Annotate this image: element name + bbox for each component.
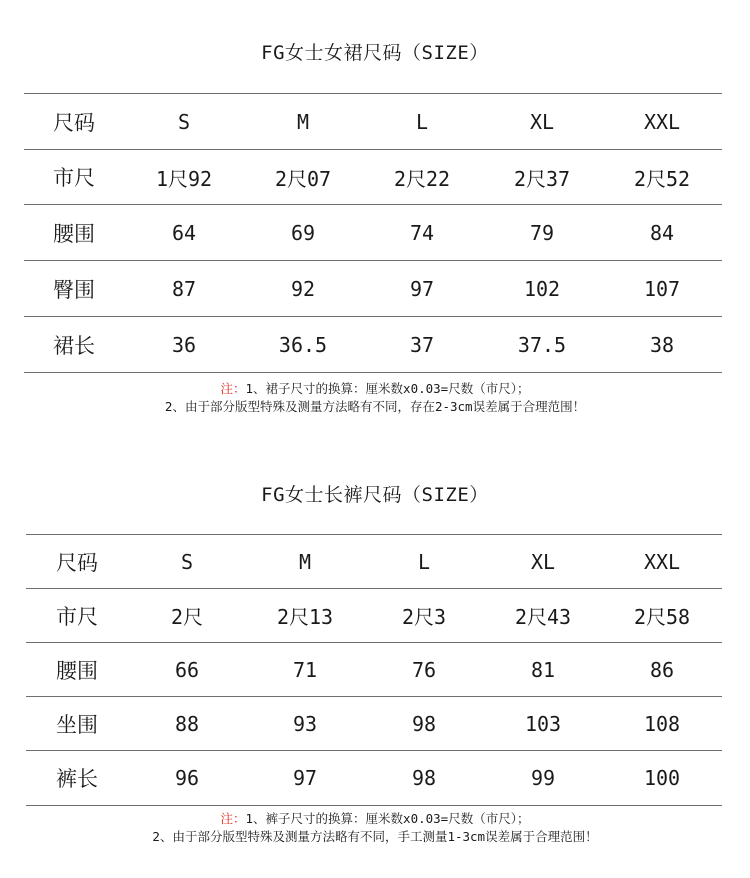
- table-cell: 2尺: [128, 589, 246, 643]
- table-cell: 100: [602, 751, 722, 806]
- row-label: 臀围: [24, 261, 124, 317]
- table-cell: 93: [246, 697, 364, 751]
- table-row: [26, 643, 722, 697]
- row-label: 裙长: [24, 317, 124, 373]
- table-cell: 64: [124, 205, 244, 261]
- header-cell: XL: [484, 535, 602, 589]
- table-cell: 84: [602, 205, 722, 261]
- table-cell: 86: [602, 643, 722, 697]
- pants-note: [0, 810, 750, 846]
- row-label: 腰围: [24, 205, 124, 261]
- note-line-1: [0, 380, 750, 398]
- header-cell: S: [124, 94, 244, 150]
- table-cell: 2尺07: [244, 150, 362, 205]
- header-cell: L: [362, 94, 482, 150]
- header-cell: 尺码: [26, 535, 128, 589]
- note-line-2: 2、由于部分版型特殊及测量方法略有不同，手工测量1-3cm误差属于合理范围！: [152, 829, 598, 844]
- pants-size-title: FG女士长裤尺码（SIZE）: [261, 484, 489, 506]
- table-cell: 87: [124, 261, 244, 317]
- row-label: 坐围: [26, 697, 128, 751]
- header-cell: XL: [482, 94, 602, 150]
- table-row: [24, 261, 722, 317]
- table-row: [26, 697, 722, 751]
- table-row: [24, 317, 722, 373]
- table-cell: 108: [602, 697, 722, 751]
- table-cell: 88: [128, 697, 246, 751]
- table-cell: 107: [602, 261, 722, 317]
- table-cell: 74: [362, 205, 482, 261]
- header-cell: L: [364, 535, 484, 589]
- note-line-1: [0, 810, 750, 828]
- note-prefix: 注：: [220, 811, 246, 826]
- header-cell: M: [244, 94, 362, 150]
- table-cell: 97: [362, 261, 482, 317]
- table-row: [24, 150, 722, 205]
- header-cell: XXL: [602, 94, 722, 150]
- table-cell: 2尺52: [602, 150, 722, 205]
- table-row: [24, 205, 722, 261]
- header-cell: M: [246, 535, 364, 589]
- table-row: [24, 94, 722, 150]
- skirt-size-title: FG女士女裙尺码（SIZE）: [261, 42, 489, 64]
- table-cell: 97: [246, 751, 364, 806]
- table-cell: 99: [484, 751, 602, 806]
- table-cell: 98: [364, 751, 484, 806]
- table-cell: 36.5: [244, 317, 362, 373]
- header-cell: 尺码: [24, 94, 124, 150]
- skirt-note: [0, 380, 750, 416]
- table-cell: 102: [482, 261, 602, 317]
- table-cell: 96: [128, 751, 246, 806]
- header-cell: XXL: [602, 535, 722, 589]
- table-cell: 81: [484, 643, 602, 697]
- note-line-2: 2、由于部分版型特殊及测量方法略有不同，存在2-3cm误差属于合理范围！: [164, 399, 586, 414]
- table-cell: 1尺92: [124, 150, 244, 205]
- table-row: [26, 535, 722, 589]
- row-label: 裤长: [26, 751, 128, 806]
- table-row: [26, 751, 722, 806]
- table-cell: 69: [244, 205, 362, 261]
- table-cell: 76: [364, 643, 484, 697]
- table-cell: 92: [244, 261, 362, 317]
- table-cell: 66: [128, 643, 246, 697]
- table-cell: 2尺37: [482, 150, 602, 205]
- row-label: 腰围: [26, 643, 128, 697]
- table-cell: 38: [602, 317, 722, 373]
- skirt-size-table: [24, 93, 722, 373]
- table-cell: 37.5: [482, 317, 602, 373]
- note-text: 1、裤子尺寸的换算：厘米数x0.03=尺数（市尺）；: [245, 811, 530, 826]
- table-cell: 2尺22: [362, 150, 482, 205]
- table-cell: 79: [482, 205, 602, 261]
- note-text: 1、裙子尺寸的换算：厘米数x0.03=尺数（市尺）；: [245, 381, 530, 396]
- pants-size-table: [26, 534, 722, 806]
- table-cell: 103: [484, 697, 602, 751]
- header-cell: S: [128, 535, 246, 589]
- table-cell: 2尺13: [246, 589, 364, 643]
- table-cell: 98: [364, 697, 484, 751]
- table-cell: 36: [124, 317, 244, 373]
- table-cell: 2尺3: [364, 589, 484, 643]
- row-label: 市尺: [26, 589, 128, 643]
- table-cell: 71: [246, 643, 364, 697]
- table-cell: 2尺43: [484, 589, 602, 643]
- table-cell: 2尺58: [602, 589, 722, 643]
- note-prefix: 注：: [220, 381, 246, 396]
- table-cell: 37: [362, 317, 482, 373]
- table-row: [26, 589, 722, 643]
- row-label: 市尺: [24, 150, 124, 205]
